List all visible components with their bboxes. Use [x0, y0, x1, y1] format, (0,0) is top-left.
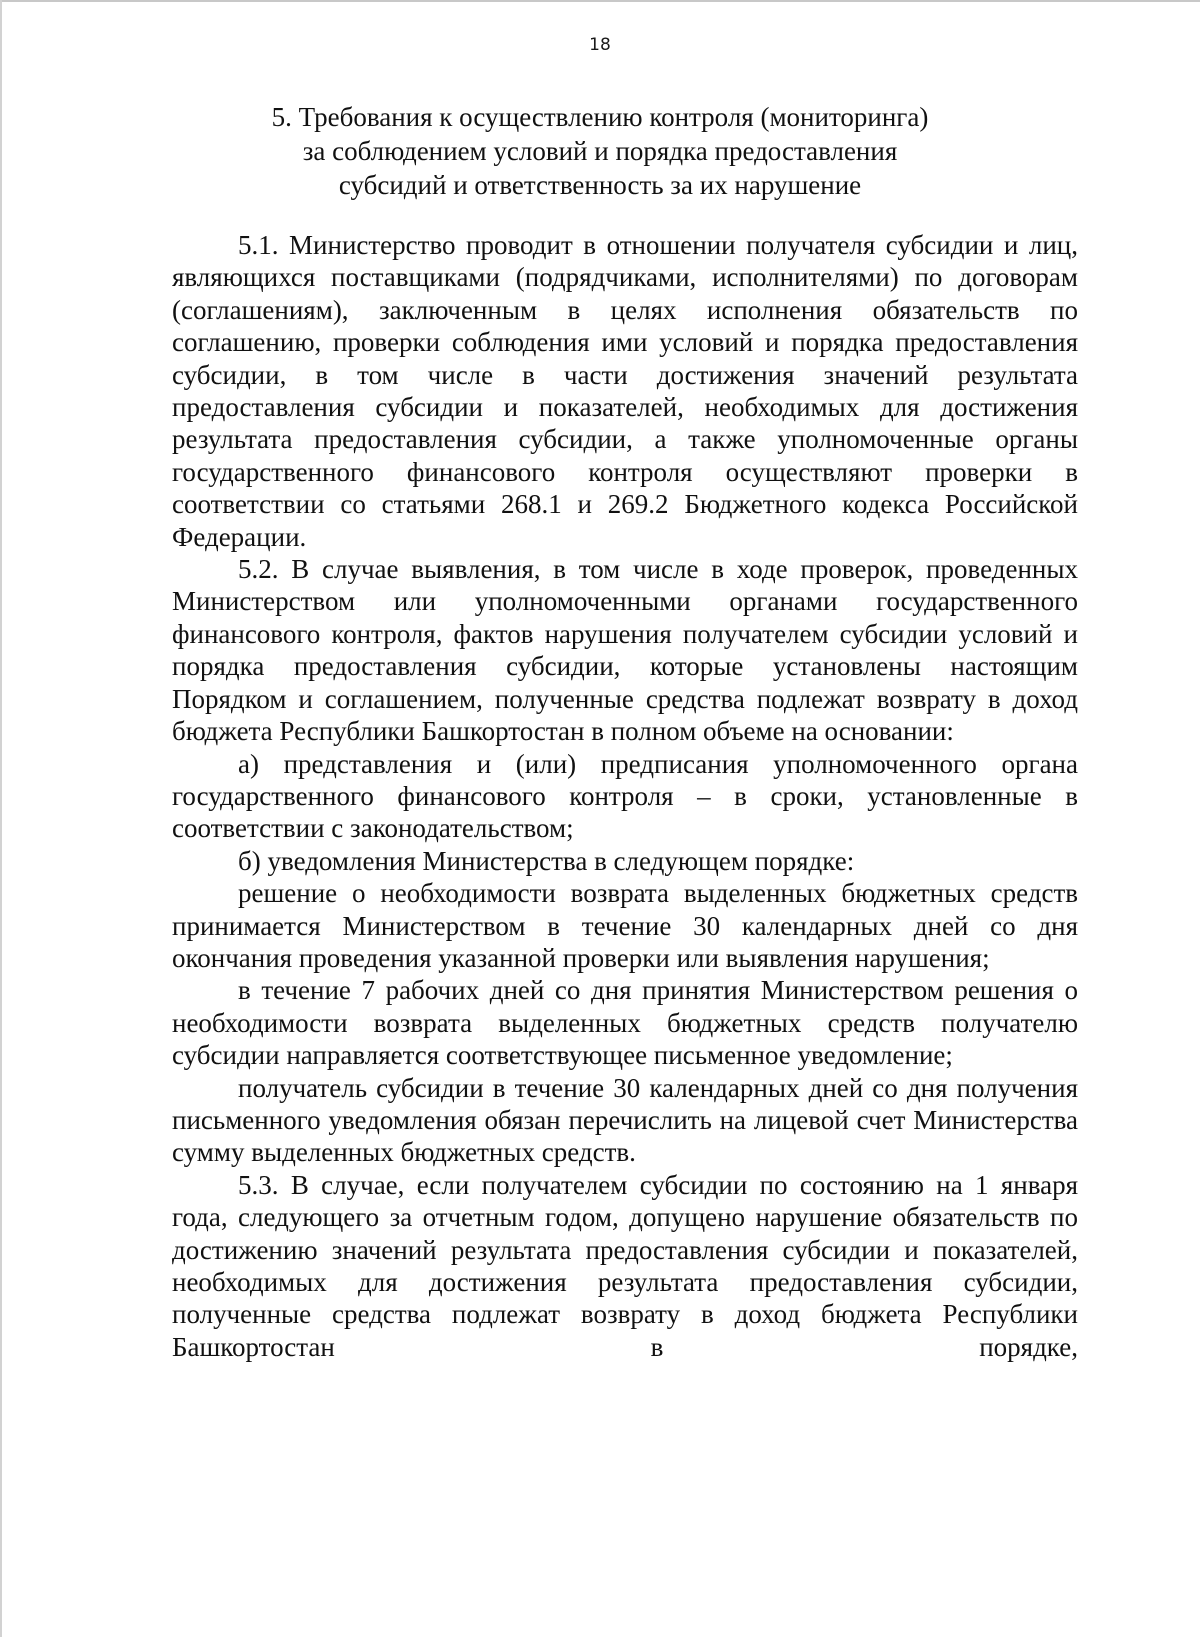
paragraph-5-1: 5.1. Министерство проводит в отношении получателя субсидии и лиц, являющихся поставщиками (подрядчиками, исполнителями) по договорам (соглашениям), заключенным в целях исполнения обязательств по соглашению, проверки соблюдения ими условий и порядка предоставления субсидии, в том числе в части достижения значений результата предоставления субсидии и показателей, необходимых для достижения результата предоставления субсидии, а также уполномоченные органы государственного финансового контроля осуществляют проверки в соответствии со статьями 268.1 и 269.2 Бюджетного кодекса Российской Федерации.: [172, 230, 1078, 552]
paragraph-decision: решение о необходимости возврата выделенных бюджетных средств принимается Министерством в течение 30 календарных дней со дня окончания проведения указанной проверки или выявления нарушения;: [172, 878, 1078, 973]
section-heading-line-1: 5. Требования к осуществлению контроля (мониторинга): [271, 102, 929, 132]
paragraph-5-2-a: а) представления и (или) предписания уполномоченного органа государственного финансового контроля – в сроки, установленные в соответствии с законодательством;: [172, 748, 1078, 844]
page-number: 18: [589, 35, 611, 55]
section-heading-line-2: за соблюдением условий и порядка предоставления: [302, 136, 898, 166]
paragraph-5-2: 5.2. В случае выявления, в том числе в ходе проверок, проведенных Министерством или уполномоченными органами государственного финансового контроля, фактов нарушения получателем субсидии условий и порядка предоставления субсидии, которые установлены настоящим Порядком и соглашением, полученные средства подлежат возврату в доход бюджета Республики Башкортостан в полном объеме на основании:: [172, 554, 1078, 747]
document-body: [172, 229, 1078, 1363]
section-heading: [150, 100, 1050, 202]
section-heading-line-3: субсидий и ответственность за их нарушение: [338, 170, 862, 200]
scan-edge-left: [0, 0, 2, 1637]
paragraph-5-3: 5.3. В случае, если получателем субсидии по состоянию на 1 января года, следующего за отчетным годом, допущено нарушение обязательств по достижению значений результата предоставления субсидии и показателей, необходимых для достижения результата предоставления субсидии, полученные средства подлежат возврату в доход бюджета Республики Башкортостан в порядке,: [172, 1169, 1078, 1362]
scan-edge-top: [0, 0, 1200, 2]
paragraph-notification: в течение 7 рабочих дней со дня принятия Министерством решения о необходимости возврата выделенных бюджетных средств получателю субсидии направляется соответствующее письменное уведомление;: [172, 975, 1078, 1071]
paragraph-5-2-b: б) уведомления Министерства в следующем порядке:: [238, 845, 855, 876]
paragraph-transfer: получатель субсидии в течение 30 календарных дней со дня получения письменного уведомления обязан перечислить на лицевой счет Министерства сумму выделенных бюджетных средств.: [172, 1072, 1078, 1168]
